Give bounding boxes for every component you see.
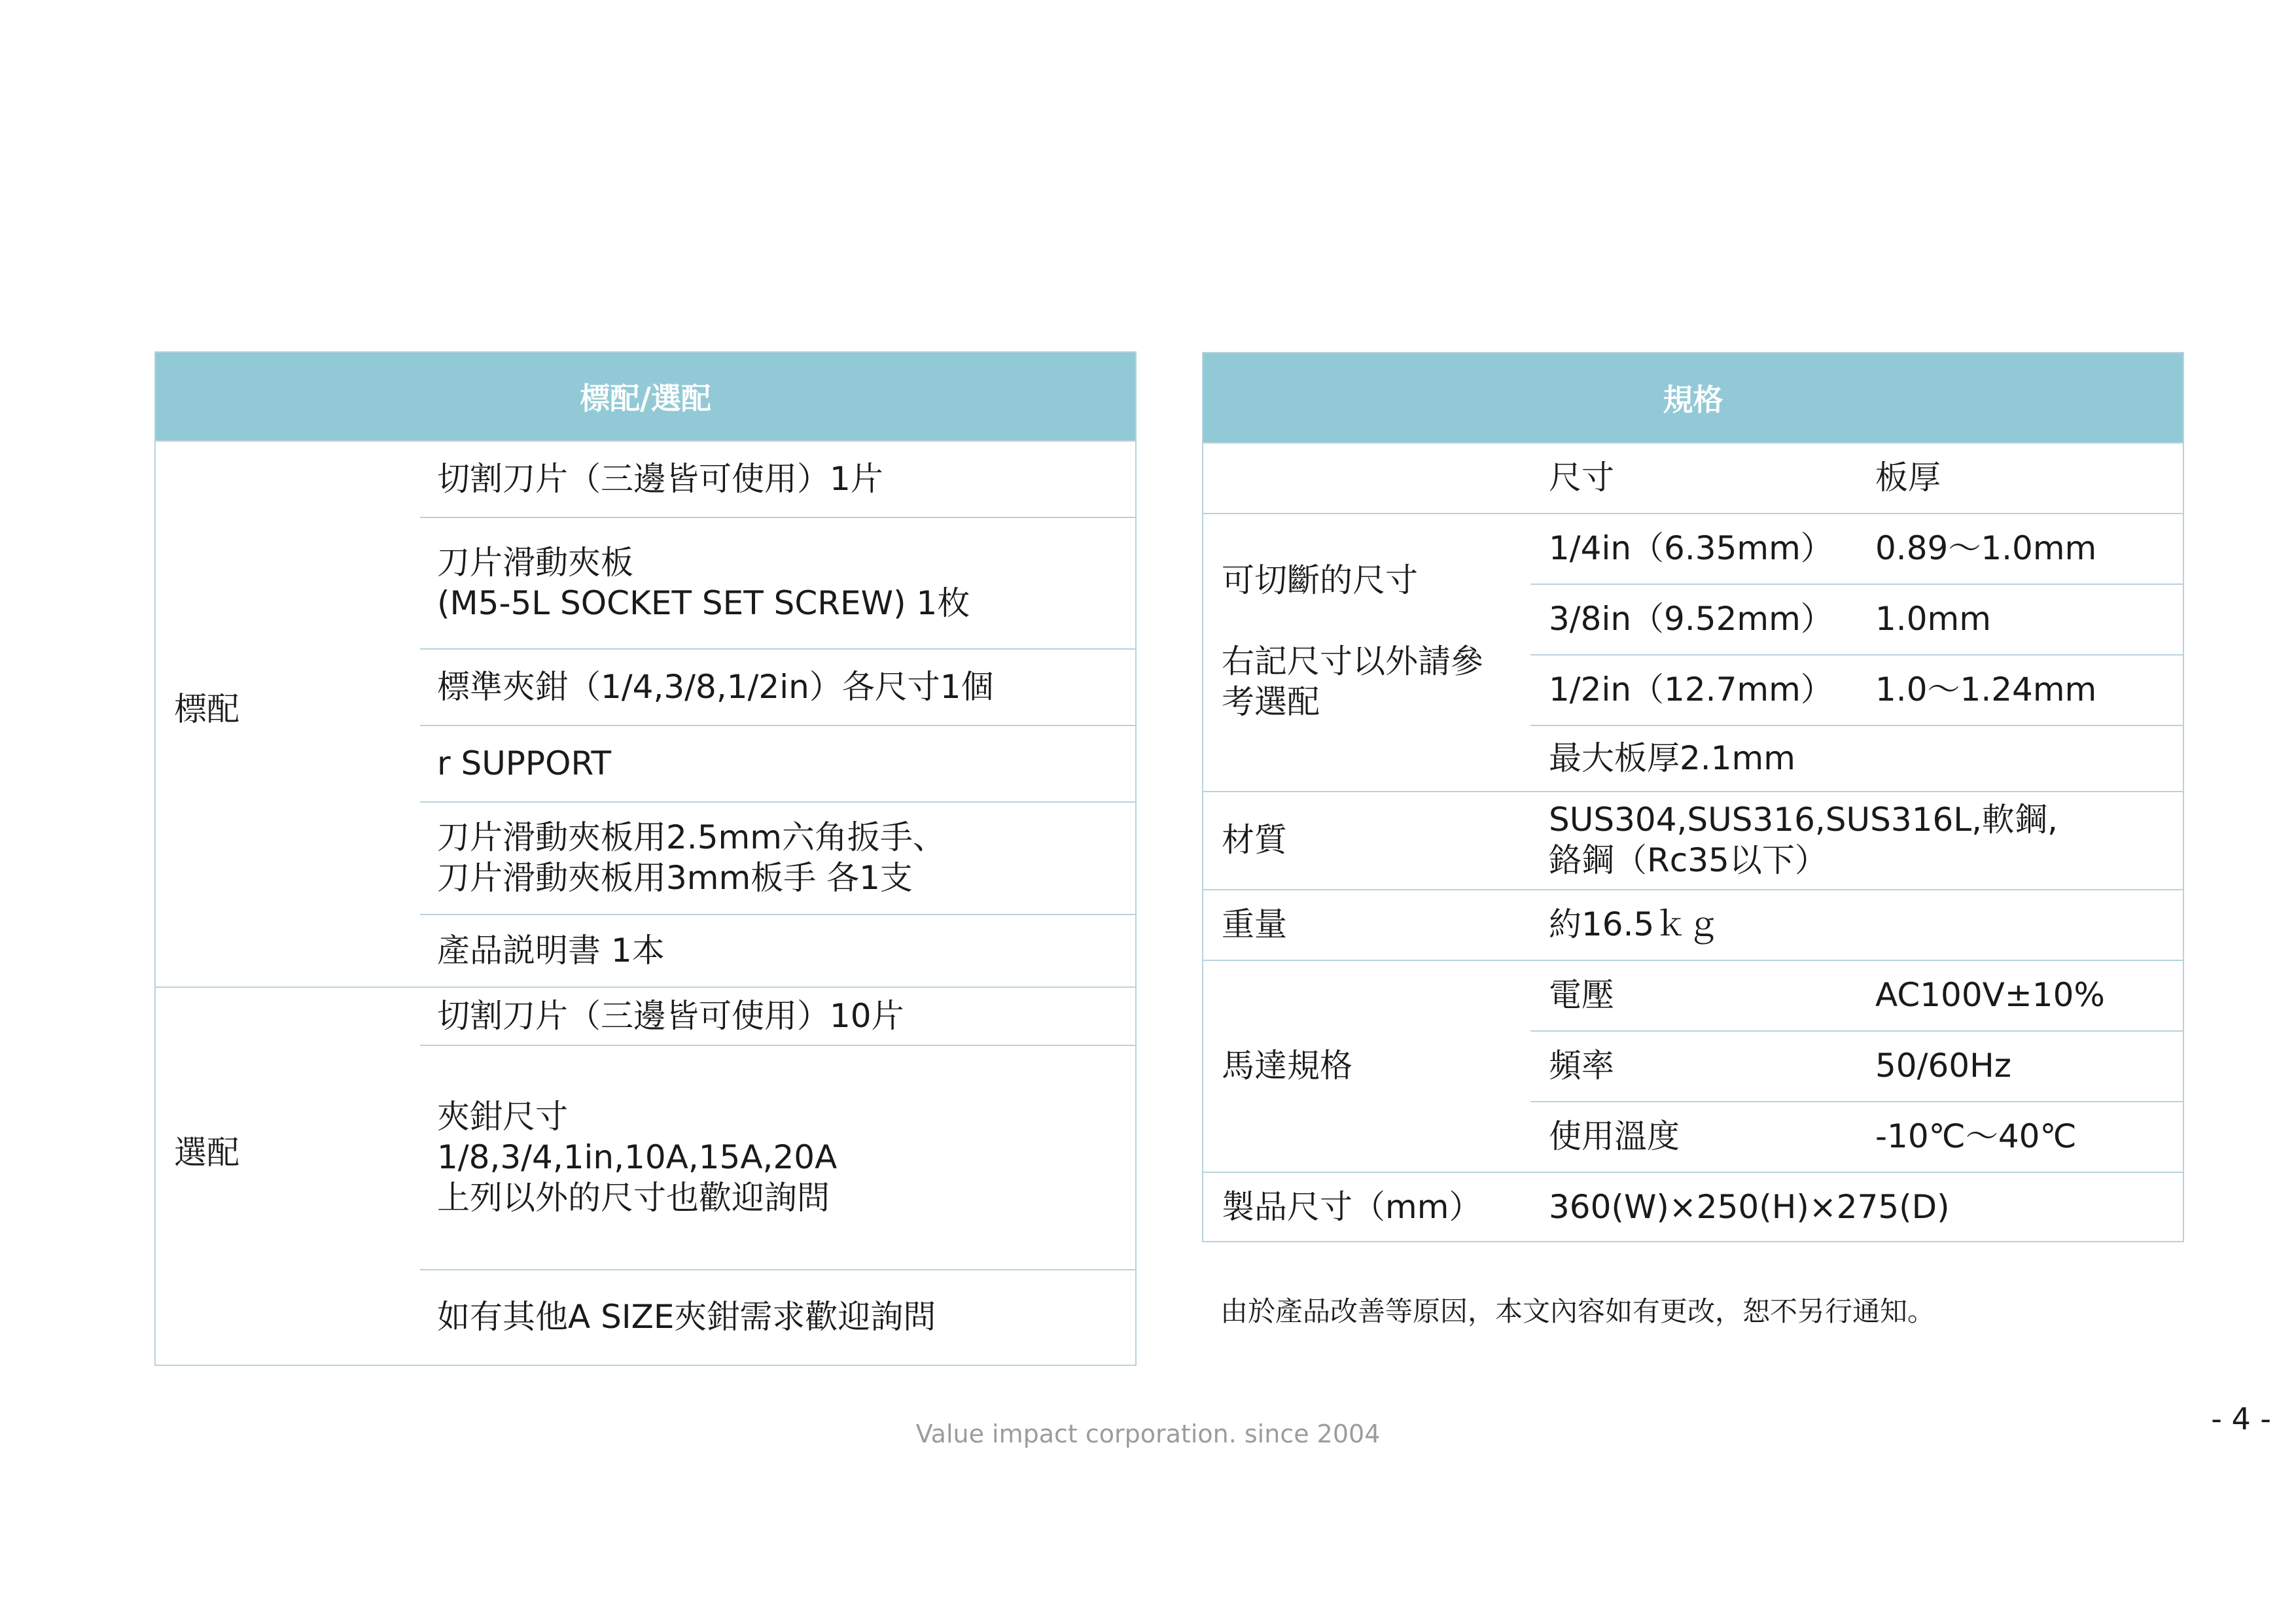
cut-thickness: 1.0mm	[1875, 600, 1991, 638]
row-divider	[1203, 442, 2183, 444]
dimension-label: 製品尺寸（mm）	[1222, 1188, 1482, 1226]
standard-item: 產品説明書 1本	[437, 931, 665, 969]
motor-spec-value: 50/60Hz	[1875, 1047, 2011, 1085]
material-value: SUS304,SUS316,SUS316L,軟鋼, 鉻鋼（Rc35以下）	[1549, 801, 2058, 879]
optional-item: 夾鉗尺寸 1/8,3/4,1in,10A,15A,20A 上列以外的尺寸也歡迎詢問	[437, 1097, 838, 1217]
cut-size-label: 可切斷的尺寸 右記尺寸以外請參 考選配	[1222, 561, 1483, 721]
standard-item: 切割刀片（三邊皆可使用）1片	[437, 459, 883, 498]
dimension-value: 360(W)×250(H)×275(D)	[1549, 1188, 1950, 1226]
cut-thickness: 1.0～1.24mm	[1875, 671, 2097, 708]
max-thickness: 最大板厚2.1mm	[1549, 739, 1795, 777]
accessories-table-header: 標配/選配	[156, 353, 1135, 440]
cut-size: 1/4in（6.35mm）	[1549, 529, 1833, 567]
motor-spec-name: 使用溫度	[1549, 1117, 1680, 1155]
footer-company: Value impact corporation. since 2004	[915, 1420, 1381, 1448]
accessories-table	[154, 351, 1137, 1366]
weight-label: 重量	[1222, 905, 1287, 943]
standard-item: 刀片滑動夾板用2.5mm六角扳手、 刀片滑動夾板用3mm板手 各1支	[437, 818, 945, 897]
optional-item: 如有其他A SIZE夾鉗需求歡迎詢問	[437, 1298, 936, 1336]
thickness-column-header: 板厚	[1875, 459, 1941, 497]
spec-table	[1202, 352, 2184, 1242]
motor-spec-value: AC100V±10%	[1875, 976, 2105, 1014]
optional-label: 選配	[174, 1134, 239, 1172]
standard-label: 標配	[174, 690, 239, 728]
motor-spec-value: -10℃～40℃	[1875, 1117, 2077, 1155]
motor-label: 馬達規格	[1222, 1047, 1352, 1085]
weight-value: 約16.5ｋｇ	[1549, 905, 1720, 943]
page-number: - 4 -	[2211, 1401, 2271, 1437]
optional-item: 切割刀片（三邊皆可使用）10片	[437, 996, 904, 1035]
cut-thickness: 0.89～1.0mm	[1875, 529, 2097, 567]
row-divider	[1530, 1030, 2183, 1032]
motor-spec-name: 電壓	[1549, 976, 1614, 1014]
cut-size: 3/8in（9.52mm）	[1549, 600, 1833, 638]
standard-item: 刀片滑動夾板 (M5-5L SOCKET SET SCREW) 1枚	[437, 543, 970, 622]
standard-item: 標準夾鉗（1/4,3/8,1/2in）各尺寸1個	[437, 667, 994, 706]
size-column-header: 尺寸	[1549, 459, 1614, 497]
change-notice: 由於產品改善等原因，本文內容如有更改，恕不另行通知。	[1220, 1295, 1935, 1327]
standard-item: r SUPPORT	[437, 744, 612, 782]
material-label: 材質	[1222, 821, 1287, 859]
cut-size: 1/2in（12.7mm）	[1549, 671, 1833, 708]
motor-spec-name: 頻率	[1549, 1047, 1614, 1085]
spec-table-header: 規格	[1203, 353, 2183, 442]
